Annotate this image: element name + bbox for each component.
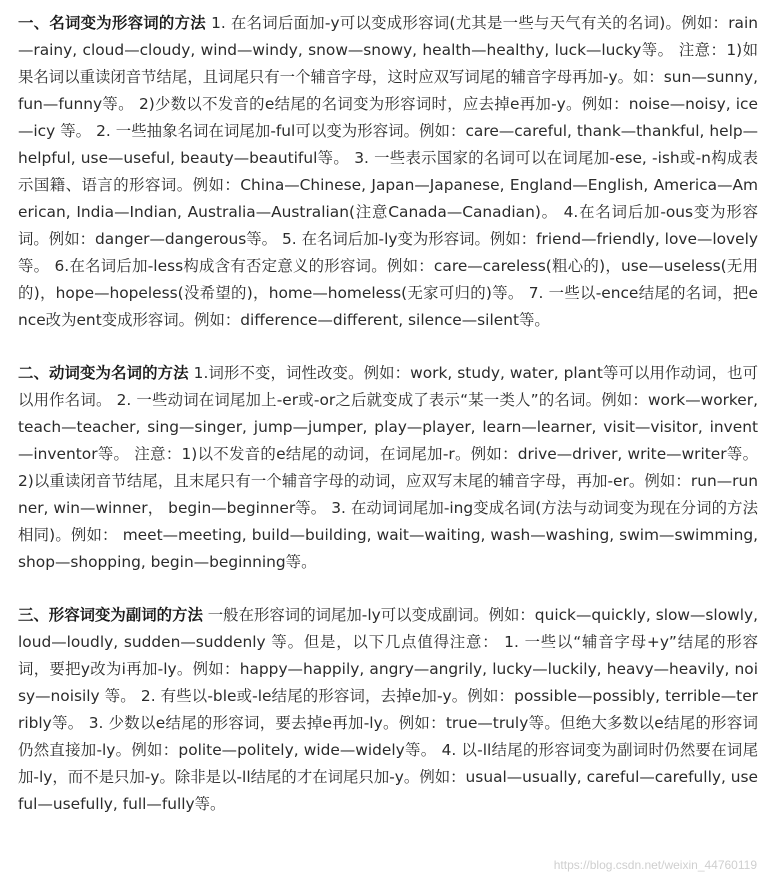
section-adjectives-to-adverbs [18,602,758,818]
section-heading: 二、动词变为名词的方法 [18,364,189,382]
watermark: https://blog.csdn.net/weixin_44760119 [553,858,757,872]
section-nouns-to-adjectives [18,10,758,334]
section-body: 1.词形不变，词性改变。例如：work, study, water, plant等可以用作动词，也可以用作名词。 2. 一些动词在词尾加上-er或-or之后就变成了表示“某一类人”的名词。例如：work—worker, teach—teacher, sing—singer, jump—jumper, play—player, learn—learner, visit—visitor, invent—inventor等。 注意：1)以不发音的e结尾的动词，在词尾加-r。例如：drive—driver, write—writer等。 2)以重读闭音节结尾，且末尾只有一个辅音字母的动词，应双写末尾的辅音字母，再加-er。例如：run—runner, win—winner， begin—beginner等。 3. 在动词词尾加-ing变成名词(方法与动词变为现在分词的方法相同)。例如： meet—meeting, build—building, wait—waiting, wash—washing, swim—swimming, shop—shopping, begin—beginning等。 [18,364,758,571]
article [18,10,758,844]
section-heading: 三、形容词变为副词的方法 [18,606,203,624]
section-verbs-to-nouns [18,360,758,576]
section-body: 一般在形容词的词尾加-ly可以变成副词。例如：quick—quickly, slow—slowly, loud—loudly, sudden—suddenly 等。但是，以下几点值得注意： 1. 一些以“辅音字母+y”结尾的形容词，要把y改为i再加-ly。例如：happy—happily, angry—angrily, lucky—luckily, heavy—heavily, noisy—noisily 等。 2. 有些以-ble或-le结尾的形容词，去掉e加-y。例如：possible—possibly, terrible—terribly等。 3. 少数以e结尾的形容词，要去掉e再加-ly。例如：true—truly等。但绝大多数以e结尾的形容词仍然直接加-ly。例如：polite—politely, wide—widely等。 4. 以-ll结尾的形容词变为副词时仍然要在词尾加-ly，而不是只加-y。除非是以-ll结尾的才在词尾只加-y。例如：usual—usually, careful—carefully, useful—usefully, full—fully等。 [18,606,758,813]
section-body: 1. 在名词后面加-y可以变成形容词(尤其是一些与天气有关的名词)。例如：rain—rainy, cloud—cloudy, wind—windy, snow—snowy, health—healthy, luck—lucky等。 注意：1)如果名词以重读闭音节结尾，且词尾只有一个辅音字母，这时应双写词尾的辅音字母再加-y。如：sun—sunny, fun—funny等。 2)少数以不发音的e结尾的名词变为形容词时，应去掉e再加-y。例如：noise—noisy, ice—icy 等。 2. 一些抽象名词在词尾加-ful可以变为形容词。例如：care—careful, thank—thankful, help—helpful, use—useful, beauty—beautiful等。 3. 一些表示国家的名词可以在词尾加-ese, -ish或-n构成表示国籍、语言的形容词。例如：China—Chinese, Japan—Japanese, England—English, America—American, India—Indian, Australia—Australian(注意Canada—Canadian)。 4.在名词后加-ous变为形容词。例如：danger—dangerous等。 5. 在名词后加-ly变为形容词。例如：friend—friendly, love—lovely等。 6.在名词后加-less构成含有否定意义的形容词。例如：care—careless(粗心的)，use—useless(无用的)，hope—hopeless(没希望的)，home—homeless(无家可归的)等。 7. 一些以-ence结尾的名词，把ence改为ent变成形容词。例如：difference—different, silence—silent等。 [18,14,758,329]
section-heading: 一、名词变为形容词的方法 [18,14,206,32]
